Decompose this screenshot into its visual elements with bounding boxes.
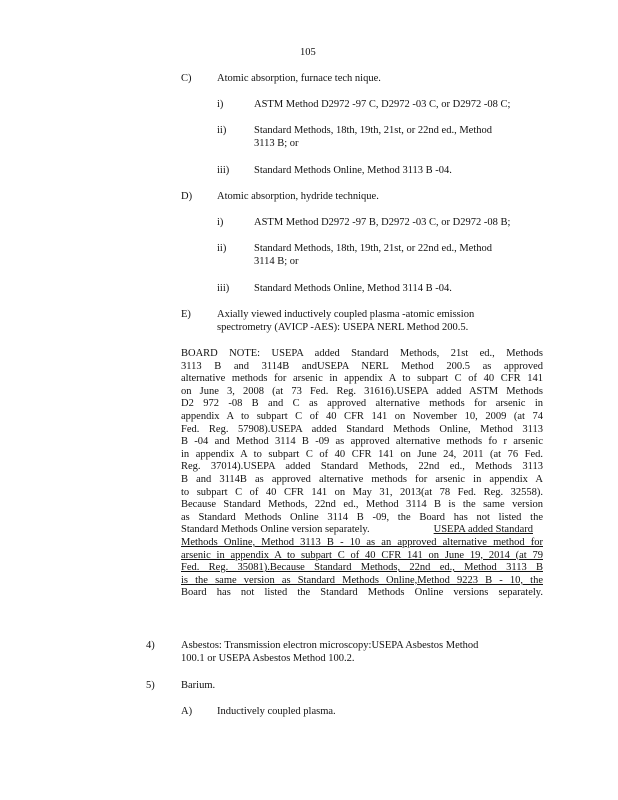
subitem-label: ii) — [217, 125, 227, 136]
note-line: D2 972 -08 B and C as approved alternative methods for arsenic in — [181, 398, 543, 410]
subitem-label: iii) — [217, 165, 230, 176]
subitem-text: Standard Methods Online, Method 3113 B -04. — [254, 165, 452, 176]
note-line: as Standard Methods Online 3114 B -09, the Board has not listed the — [181, 511, 543, 523]
note-line: Fed. Reg. 57908).USEPA added Standard Methods Online, Method 3113 — [181, 423, 543, 435]
underlined-amendment-line: arsenic in appendix A to subpart C of 40 CFR 141 on June 19, 2014 (at 79 — [181, 549, 543, 561]
note-line: in appendix A to subpart C of 40 CFR 141 on June 24, 2011 (at 76 Fed. — [181, 448, 543, 460]
note-line: to subpart C of 40 CFR 141 on May 31, 2013(at 78 Fed. Reg. 32558). — [181, 486, 543, 498]
note-line: Board has not listed the Standard Methods Online versions separately. — [181, 587, 543, 599]
subitem-text: 3113 B; or — [254, 138, 299, 149]
note-line: BOARD NOTE: USEPA added Standard Methods, 21st ed., Methods — [181, 348, 543, 359]
page-number: 105 — [300, 47, 316, 58]
item-text: Atomic absorption, furnace tech nique. — [217, 73, 381, 84]
note-line: on June 3, 2008 (at 73 Fed. Reg. 31616).USEPA added ASTM Methods — [181, 385, 543, 397]
subitem-text: 3114 B; or — [254, 256, 299, 267]
item-label: 5) — [146, 680, 155, 691]
subitem-label: i) — [217, 217, 224, 228]
underlined-amendment-line: Methods Online, Method 3113 B - 10 as an approved alternative method for — [181, 536, 543, 548]
subitem-label: i) — [217, 99, 224, 110]
subitem-text: Standard Methods Online, Method 3114 B -04. — [254, 283, 452, 294]
item-text: Asbestos: Transmission electron microscopy:USEPA Asbestos Method — [181, 640, 479, 651]
item-label: 4) — [146, 640, 155, 651]
note-line: alternative methods for arsenic in appendix A to subpart C of 40 CFR 141 — [181, 373, 543, 385]
item-label: D) — [181, 191, 193, 202]
note-line: Because Standard Methods, 22nd ed., Method 3114 B is the same version — [181, 499, 543, 511]
subitem-text: ASTM Method D2972 -97 B, D2972 -03 C, or D2972 -08 B; — [254, 217, 511, 228]
note-line-text: Standard Methods Online version separately. — [181, 524, 370, 536]
underlined-amendment-line: Fed. Reg. 35081).Because Standard Methods, 22nd ed., Method 3113 B — [181, 562, 543, 574]
note-line: Reg. 37014).USEPA added Standard Methods, 22nd ed., Methods 3113 — [181, 461, 543, 473]
underlined-amendment-line: is the same version as Standard Methods Online,Method 9223 B - 10, the — [181, 574, 543, 586]
item-text: 100.1 or USEPA Asbestos Method 100.2. — [181, 653, 355, 664]
note-line: B and 3114B as approved alternative methods for arsenic in appendix A — [181, 473, 543, 485]
item-text: Barium. — [181, 680, 216, 691]
subitem-text: Standard Methods, 18th, 19th, 21st, or 22nd ed., Method — [254, 243, 492, 254]
underlined-amendment-start: USEPA added Standard — [433, 524, 533, 536]
subitem-label: ii) — [217, 243, 227, 254]
note-line: 3113 B and 3114B andUSEPA NERL Method 200.5 as approved — [181, 360, 543, 372]
item-text: Axially viewed inductively coupled plasma -atomic emission — [217, 309, 475, 320]
item-text: Inductively coupled plasma. — [217, 706, 336, 717]
item-label: E) — [181, 309, 191, 320]
note-line: B -04 and Method 3114 B -09 as approved alternative methods fo r arsenic — [181, 436, 543, 448]
item-text: Atomic absorption, hydride technique. — [217, 191, 379, 202]
subitem-label: iii) — [217, 283, 230, 294]
item-label: A) — [181, 706, 193, 717]
subitem-text: ASTM Method D2972 -97 C, D2972 -03 C, or D2972 -08 C; — [254, 99, 511, 110]
item-text: spectrometry (AVICP -AES): USEPA NERL Method 200.5. — [217, 322, 469, 333]
note-line: appendix A to subpart C of 40 CFR 141 on November 10, 2009 (at 74 — [181, 410, 543, 422]
subitem-text: Standard Methods, 18th, 19th, 21st, or 22nd ed., Method — [254, 125, 492, 136]
note-line — [181, 524, 543, 537]
item-label: C) — [181, 73, 192, 84]
board-note — [181, 348, 543, 600]
